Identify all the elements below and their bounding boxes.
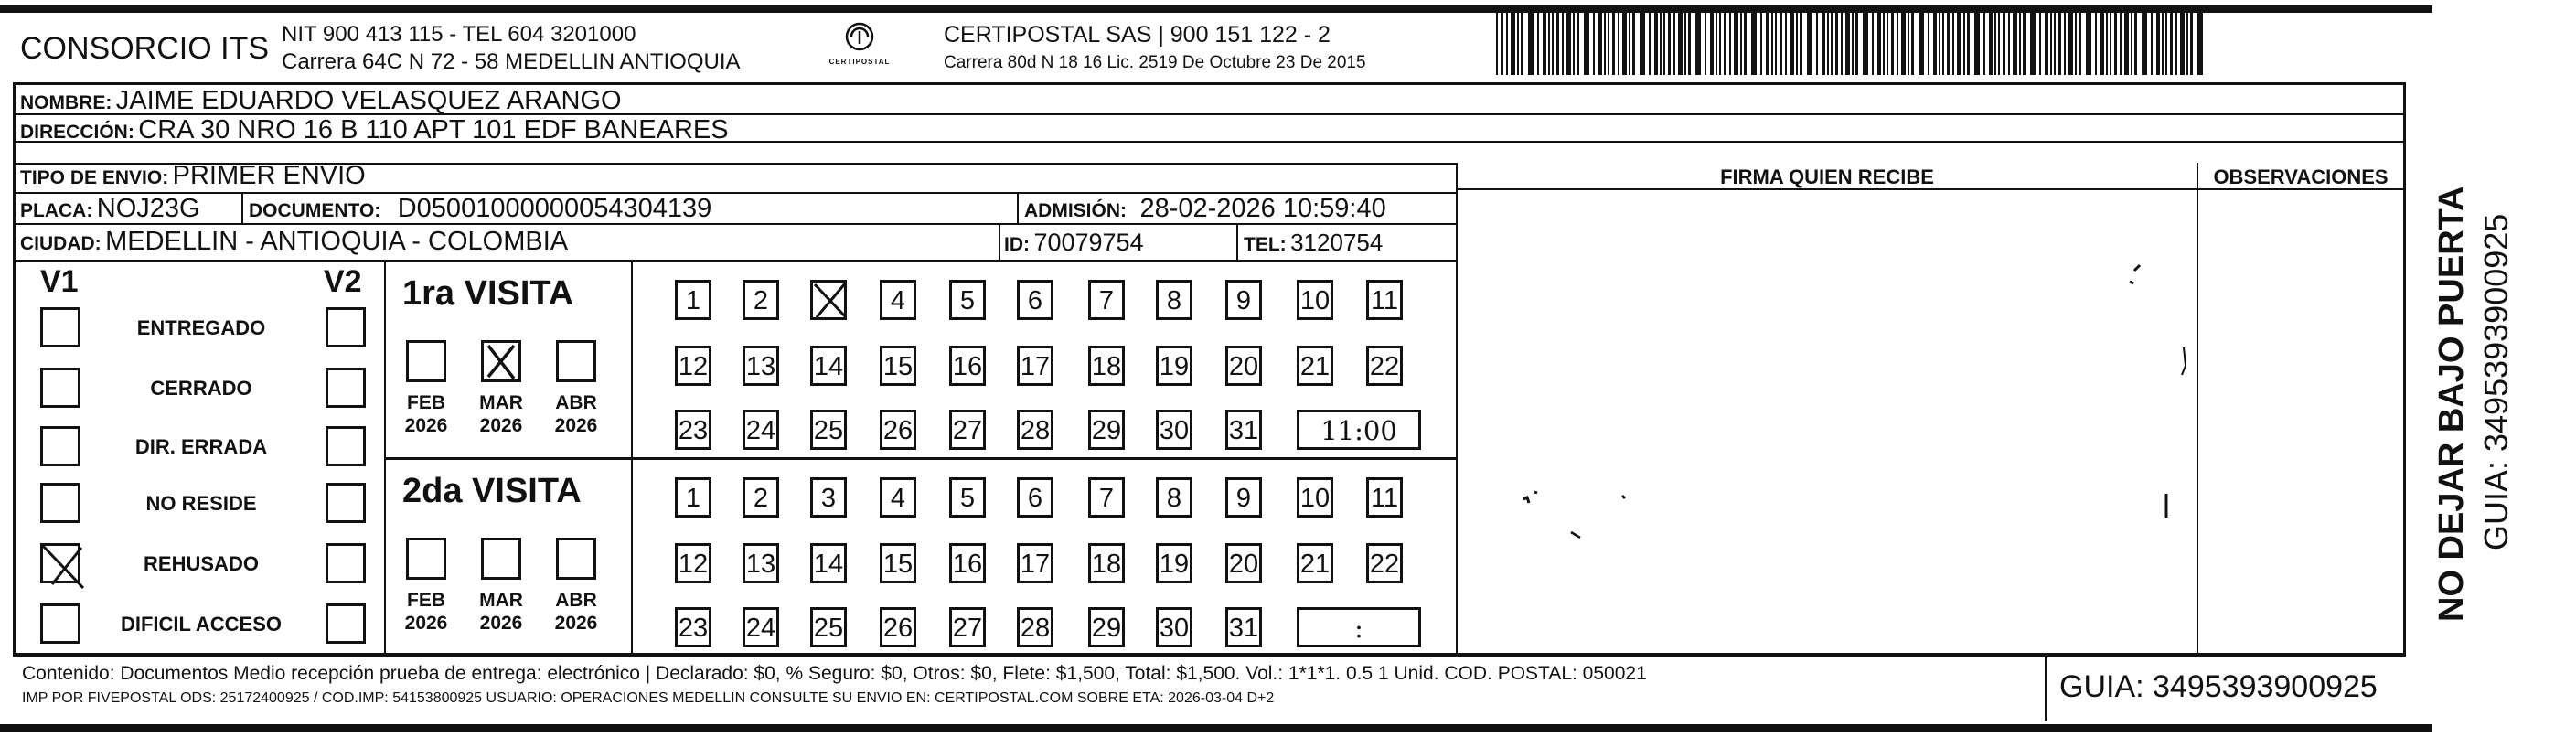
day-box[interactable]: 9 <box>1225 280 1262 320</box>
month-year: 2026 <box>554 613 598 635</box>
barcode-bar <box>1933 11 1937 75</box>
barcode-bar <box>1552 11 1554 75</box>
certipostal-logo <box>814 22 905 73</box>
barcode-bar <box>2054 11 2056 75</box>
barcode-bar <box>1883 11 1885 75</box>
col-line <box>1236 223 1238 260</box>
barcode-bar <box>1775 11 1777 75</box>
status-label: REHUSADO <box>144 552 259 575</box>
v2-checkbox[interactable] <box>326 603 366 644</box>
day-box[interactable]: 27 <box>949 410 986 450</box>
col-line <box>1017 192 1019 223</box>
side-guia: GUIA: 3495393900925 <box>2477 213 2515 550</box>
col-line <box>1456 163 1458 657</box>
month-name: ABR <box>555 392 597 413</box>
barcode-bar <box>1827 11 1829 75</box>
barcode-bar <box>1673 11 1675 75</box>
id-label: ID: <box>1004 234 1030 255</box>
observaciones-header: OBSERVACIONES <box>2213 166 2389 188</box>
barcode-bar <box>2142 11 2147 75</box>
day-box[interactable]: 23 <box>675 410 711 450</box>
day-box[interactable]: 19 <box>1156 543 1192 583</box>
month-name: FEB <box>407 590 445 611</box>
v1-checkbox[interactable] <box>40 603 80 644</box>
barcode-bar <box>1612 11 1615 75</box>
month-label <box>474 589 529 635</box>
barcode-bar <box>2190 11 2193 75</box>
tipo-row <box>20 163 366 189</box>
day-box[interactable]: 11 <box>1366 280 1403 320</box>
month-label <box>549 589 604 635</box>
barcode-bar <box>1734 11 1738 75</box>
barcode-bar <box>1684 11 1686 75</box>
status-label: DIFICIL ACCESO <box>120 613 282 636</box>
month-name: MAR <box>479 590 523 611</box>
barcode-bar <box>1528 11 1534 75</box>
day-box[interactable]: 12 <box>675 543 711 583</box>
day-box[interactable]: 7 <box>1088 280 1125 320</box>
barcode-bar <box>1622 11 1627 75</box>
barcode-bar <box>1831 11 1833 75</box>
day-box[interactable]: 14 <box>810 346 847 386</box>
barcode-bar <box>1967 11 1970 75</box>
barcode-bar <box>1716 11 1717 75</box>
month-label <box>474 391 529 437</box>
month-name: FEB <box>407 392 445 413</box>
visit-title: 1ra VISITA <box>402 274 574 313</box>
nit-line: NIT 900 413 115 - TEL 604 3201000 <box>282 22 636 47</box>
day-box[interactable]: 6 <box>1017 280 1053 320</box>
barcode-bar <box>1891 11 1894 75</box>
barcode-bar <box>2019 11 2021 75</box>
side-warning: NO DEJAR BAJO PUERTA <box>2432 186 2471 622</box>
barcode-bar <box>2075 11 2077 75</box>
month-checkbox[interactable] <box>481 340 521 382</box>
v2-checkbox[interactable] <box>326 426 366 466</box>
barcode-bar <box>2106 11 2108 75</box>
address-line: Carrera 64C N 72 - 58 MEDELLIN ANTIOQUIA <box>282 49 741 74</box>
placa-value: NOJ23G <box>96 194 200 223</box>
bottom-border <box>0 724 2432 732</box>
month-year: 2026 <box>479 613 523 635</box>
documento-row <box>249 196 711 222</box>
day-box[interactable]: 22 <box>1366 543 1403 583</box>
nombre-row <box>20 88 622 114</box>
barcode-bar <box>2030 11 2036 75</box>
logo-text: CERTIPOSTAL <box>828 58 891 66</box>
tel-label: TEL: <box>1244 234 1287 255</box>
documento-value: D05001000000054304139 <box>397 194 712 223</box>
barcode-bar <box>1947 11 1950 75</box>
documento-label: DOCUMENTO: <box>249 200 381 221</box>
tel-value: 3120754 <box>1290 229 1384 256</box>
barcode-bar <box>1511 11 1515 75</box>
ciudad-label: CIUDAD: <box>20 233 102 254</box>
barcode-bar <box>1816 11 1818 75</box>
day-box[interactable]: 22 <box>1366 346 1403 386</box>
barcode-bar <box>1928 11 1929 75</box>
barcode-bar <box>1872 11 1874 75</box>
day-box[interactable]: 6 <box>1017 477 1053 518</box>
barcode-bar <box>1919 11 1924 75</box>
v2-label: V2 <box>324 264 362 299</box>
barcode-bar <box>2050 11 2052 75</box>
barcode-bar <box>1688 11 1691 75</box>
barcode-bar <box>1740 11 1742 75</box>
check-x-icon <box>481 340 521 382</box>
day-box[interactable]: 31 <box>1225 607 1262 647</box>
certipostal-logo-icon <box>841 22 878 53</box>
barcode-bar <box>1863 11 1868 75</box>
barcode-bar <box>1887 11 1888 75</box>
day-box[interactable]: 1 <box>675 477 711 518</box>
barcode-bar <box>2197 11 2203 75</box>
barcode-bar <box>1845 11 1850 75</box>
day-box[interactable]: 29 <box>1088 410 1125 450</box>
barcode-bar <box>1852 11 1854 75</box>
day-box[interactable]: 4 <box>880 477 916 518</box>
barcode-bar <box>1766 11 1769 75</box>
barcode-bar <box>1649 11 1651 75</box>
day-box[interactable]: 31 <box>1225 410 1262 450</box>
month-label <box>399 589 454 635</box>
month-checkbox[interactable] <box>406 340 446 382</box>
contenido-line: Contenido: Documentos Medio recepción prueba de entrega: electrónico | Declarado: $0, % Seguro: $0, Otros: $0, Flete: $1,500, Total: $1,500. Vol.: 1*1*1. 0.5 1 Unid. COD. POSTAL: 050021 <box>22 663 1647 684</box>
v2-checkbox[interactable] <box>326 368 366 408</box>
barcode-bar <box>2008 11 2010 75</box>
day-box[interactable]: 19 <box>1156 346 1192 386</box>
day-box[interactable]: 2 <box>743 477 779 518</box>
barcode-bar <box>2156 11 2160 75</box>
license-line: Carrera 80d N 18 16 Lic. 2519 De Octubre 23 De 2015 <box>944 53 1366 72</box>
month-checkbox[interactable] <box>481 538 521 580</box>
barcode-bar <box>1939 11 1940 75</box>
barcode-bar <box>1800 11 1802 75</box>
barcode-bar <box>1660 11 1662 75</box>
barcode-bar <box>2151 11 2153 75</box>
barcode-bar <box>2068 11 2073 75</box>
status-label: DIR. ERRADA <box>134 435 268 458</box>
day-box[interactable]: 24 <box>743 410 779 450</box>
barcode-bar <box>1796 11 1798 75</box>
month-checkbox[interactable] <box>556 538 596 580</box>
status-label: NO RESIDE <box>145 492 257 515</box>
barcode-bar <box>2114 11 2117 75</box>
barcode-bar <box>1760 11 1762 75</box>
barcode-bar <box>1640 11 1645 75</box>
barcode-bar <box>1562 11 1564 75</box>
barcode-bar <box>1901 11 1906 75</box>
barcode-bar <box>1841 11 1843 75</box>
id-row <box>1004 230 1144 255</box>
day-box[interactable]: 25 <box>810 410 847 450</box>
barcode-bar <box>2162 11 2164 75</box>
barcode-bar <box>1496 11 1498 75</box>
barcode-bar <box>1678 11 1683 75</box>
barcode-bar <box>1719 11 1721 75</box>
barcode <box>1496 11 2209 75</box>
month-year: 2026 <box>404 415 448 437</box>
barcode-bar <box>1543 11 1546 75</box>
barcode-bar <box>2003 11 2005 75</box>
v1-checkbox[interactable] <box>40 368 80 408</box>
barcode-bar <box>1506 11 1508 75</box>
barcode-bar <box>1566 11 1571 75</box>
day-box[interactable]: 13 <box>743 346 779 386</box>
status-label: CERRADO <box>150 377 252 400</box>
footer-guia: GUIA: 3495393900925 <box>2059 669 2378 704</box>
barcode-bar <box>1908 11 1909 75</box>
barcode-bar <box>1654 11 1658 75</box>
barcode-bar <box>1729 11 1731 75</box>
barcode-bar <box>2175 11 2177 75</box>
imp-line: IMP POR FIVEPOSTAL ODS: 25172400925 / COD.IMP: 54153800925 USUARIO: OPERACIONES MEDELLIN CONSULTE SU ENVIO EN: CERTIPOSTAL.COM SOBRE ETA: 2026-03-04 D+2 <box>22 690 1275 706</box>
day-box[interactable]: 18 <box>1088 543 1125 583</box>
day-box[interactable]: 8 <box>1156 477 1192 518</box>
row-line <box>1458 188 2406 190</box>
barcode-bar <box>2131 11 2132 75</box>
month-label <box>399 391 454 437</box>
tel-row <box>1244 230 1383 254</box>
month-name: MAR <box>479 392 523 413</box>
barcode-bar <box>1942 11 1944 75</box>
day-box[interactable]: 24 <box>743 607 779 647</box>
direccion-label: DIRECCIÓN: <box>20 122 134 143</box>
status-label: ENTREGADO <box>136 316 266 339</box>
barcode-bar <box>1771 11 1773 75</box>
barcode-bar <box>2013 11 2017 75</box>
time-box[interactable]: : <box>1297 607 1421 647</box>
day-box[interactable]: 14 <box>810 543 847 583</box>
barcode-bar <box>1618 11 1619 75</box>
day-box[interactable]: 3 <box>810 477 847 518</box>
day-box[interactable]: 28 <box>1017 607 1053 647</box>
barcode-bar <box>1790 11 1794 75</box>
month-year: 2026 <box>404 613 448 635</box>
tipo-value: PRIMER ENVIO <box>172 161 366 190</box>
barcode-bar <box>1744 11 1747 75</box>
barcode-bar <box>2039 11 2041 75</box>
day-box[interactable]: 5 <box>949 477 986 518</box>
barcode-bar <box>2170 11 2173 75</box>
barcode-bar <box>2180 11 2185 75</box>
barcode-bar <box>1807 11 1812 75</box>
col-line <box>2197 163 2198 657</box>
barcode-bar <box>1952 11 1954 75</box>
row-line <box>13 260 1458 262</box>
day-box[interactable]: 25 <box>810 607 847 647</box>
barcode-bar <box>1632 11 1635 75</box>
day-box[interactable]: 11 <box>1366 477 1403 518</box>
v1-label: V1 <box>40 264 79 299</box>
barcode-bar <box>2095 11 2097 75</box>
day-box[interactable]: 8 <box>1156 280 1192 320</box>
direccion-value: CRA 30 NRO 16 B 110 APT 101 EDF BANEARES <box>138 115 729 144</box>
day-box[interactable]: 12 <box>675 346 711 386</box>
day-box[interactable]: 20 <box>1225 346 1262 386</box>
admision-row <box>1024 196 1386 222</box>
barcode-bar <box>1584 11 1589 75</box>
barcode-bar <box>1994 11 1996 75</box>
barcode-bar <box>1751 11 1757 75</box>
day-box[interactable]: 18 <box>1088 346 1125 386</box>
barcode-bar <box>1577 11 1579 75</box>
day-box[interactable]: 15 <box>880 346 916 386</box>
barcode-bar <box>1593 11 1595 75</box>
ciudad-value: MEDELLIN - ANTIOQUIA - COLOMBIA <box>105 227 569 256</box>
barcode-bar <box>2064 11 2066 75</box>
barcode-bar <box>2186 11 2188 75</box>
barcode-bar <box>1963 11 1965 75</box>
day-box[interactable]: 26 <box>880 607 916 647</box>
barcode-bar <box>1877 11 1881 75</box>
check-x-icon <box>37 540 92 592</box>
month-year: 2026 <box>479 415 523 437</box>
row-line <box>13 655 2406 657</box>
day-box[interactable]: 30 <box>1156 607 1192 647</box>
barcode-bar <box>2100 11 2104 75</box>
barcode-bar <box>1835 11 1838 75</box>
company-name: CONSORCIO ITS <box>20 31 270 66</box>
barcode-bar <box>2120 11 2122 75</box>
time-box[interactable]: 11:00 <box>1297 410 1421 450</box>
barcode-bar <box>2045 11 2048 75</box>
barcode-bar <box>1604 11 1606 75</box>
v1-checkbox[interactable] <box>40 483 80 523</box>
barcode-bar <box>1663 11 1665 75</box>
barcode-bar <box>1780 11 1782 75</box>
day-box[interactable]: 10 <box>1297 280 1333 320</box>
visit-divider <box>384 457 1456 460</box>
day-box[interactable]: 27 <box>949 607 986 647</box>
v1-checkbox[interactable] <box>40 426 80 466</box>
barcode-bar <box>2124 11 2129 75</box>
day-box[interactable]: 21 <box>1297 543 1333 583</box>
certipostal-line: CERTIPOSTAL SAS | 900 151 122 - 2 <box>944 22 1331 48</box>
day-box[interactable]: 13 <box>743 543 779 583</box>
month-year: 2026 <box>554 415 598 437</box>
barcode-bar <box>1705 11 1706 75</box>
barcode-bar <box>2058 11 2061 75</box>
v2-checkbox[interactable] <box>326 543 366 583</box>
day-box[interactable]: 7 <box>1088 477 1125 518</box>
barcode-bar <box>1608 11 1609 75</box>
barcode-bar <box>2086 11 2091 75</box>
day-box[interactable] <box>810 280 847 320</box>
barcode-bar <box>1785 11 1787 75</box>
col-line <box>2045 655 2047 721</box>
day-box[interactable]: 28 <box>1017 410 1053 450</box>
admision-value: 28-02-2026 10:59:40 <box>1139 194 1386 223</box>
day-box[interactable]: 16 <box>949 346 986 386</box>
row-line <box>13 223 1458 225</box>
placa-row <box>20 196 200 222</box>
tipo-label: TIPO DE ENVIO: <box>20 167 169 188</box>
day-box[interactable]: 2 <box>743 280 779 320</box>
placa-label: PLACA: <box>20 200 93 221</box>
day-box[interactable]: 4 <box>880 280 916 320</box>
barcode-bar <box>1710 11 1714 75</box>
day-box[interactable]: 17 <box>1017 543 1053 583</box>
v2-checkbox[interactable] <box>326 307 366 347</box>
barcode-bar <box>1855 11 1858 75</box>
day-box[interactable]: 16 <box>949 543 986 583</box>
barcode-bar <box>1598 11 1602 75</box>
day-box[interactable]: 20 <box>1225 543 1262 583</box>
admision-label: ADMISIÓN: <box>1024 200 1127 221</box>
nombre-value: JAIME EDUARDO VELASQUEZ ARANGO <box>115 86 622 115</box>
day-box[interactable]: 26 <box>880 410 916 450</box>
barcode-bar <box>1724 11 1726 75</box>
month-checkbox[interactable] <box>406 538 446 580</box>
day-box[interactable]: 10 <box>1297 477 1333 518</box>
month-checkbox[interactable] <box>556 340 596 382</box>
nombre-label: NOMBRE: <box>20 92 112 113</box>
day-box[interactable]: 17 <box>1017 346 1053 386</box>
check-x-icon <box>811 279 851 323</box>
barcode-bar <box>1501 11 1503 75</box>
barcode-bar <box>1974 11 1980 75</box>
visit-title: 2da VISITA <box>402 472 582 510</box>
barcode-bar <box>1556 11 1559 75</box>
col-line <box>241 192 243 223</box>
day-box[interactable]: 29 <box>1088 607 1125 647</box>
day-box[interactable]: 1 <box>675 280 711 320</box>
day-box[interactable]: 5 <box>949 280 986 320</box>
v1-checkbox[interactable] <box>40 307 80 347</box>
ciudad-row <box>20 229 568 255</box>
v2-checkbox[interactable] <box>326 483 366 523</box>
firma-header: FIRMA QUIEN RECIBE <box>1720 166 1934 188</box>
barcode-bar <box>1989 11 1993 75</box>
barcode-bar <box>2134 11 2137 75</box>
barcode-bar <box>1897 11 1898 75</box>
barcode-bar <box>1998 11 2000 75</box>
barcode-bar <box>2079 11 2081 75</box>
day-box[interactable]: 15 <box>880 543 916 583</box>
barcode-bar <box>1695 11 1701 75</box>
day-box[interactable]: 21 <box>1297 346 1333 386</box>
barcode-bar <box>1668 11 1671 75</box>
month-label <box>549 391 604 437</box>
day-box[interactable]: 9 <box>1225 477 1262 518</box>
barcode-bar <box>1983 11 1985 75</box>
barcode-bar <box>1911 11 1914 75</box>
barcode-bar <box>1629 11 1630 75</box>
barcode-bar <box>1548 11 1550 75</box>
direccion-row <box>20 117 729 144</box>
barcode-bar <box>1957 11 1961 75</box>
barcode-bar <box>1521 11 1523 75</box>
barcode-bar <box>1537 11 1539 75</box>
barcode-bar <box>2023 11 2026 75</box>
col-line <box>999 223 1000 260</box>
barcode-bar <box>1822 11 1825 75</box>
v1-checkbox[interactable] <box>40 543 80 583</box>
barcode-bar <box>2165 11 2167 75</box>
barcode-bar <box>1573 11 1575 75</box>
barcode-bar <box>1517 11 1519 75</box>
id-value: 70079754 <box>1033 229 1144 256</box>
barcode-bar <box>2110 11 2111 75</box>
day-box[interactable]: 23 <box>675 607 711 647</box>
day-box[interactable]: 30 <box>1156 410 1192 450</box>
month-name: ABR <box>555 590 597 611</box>
